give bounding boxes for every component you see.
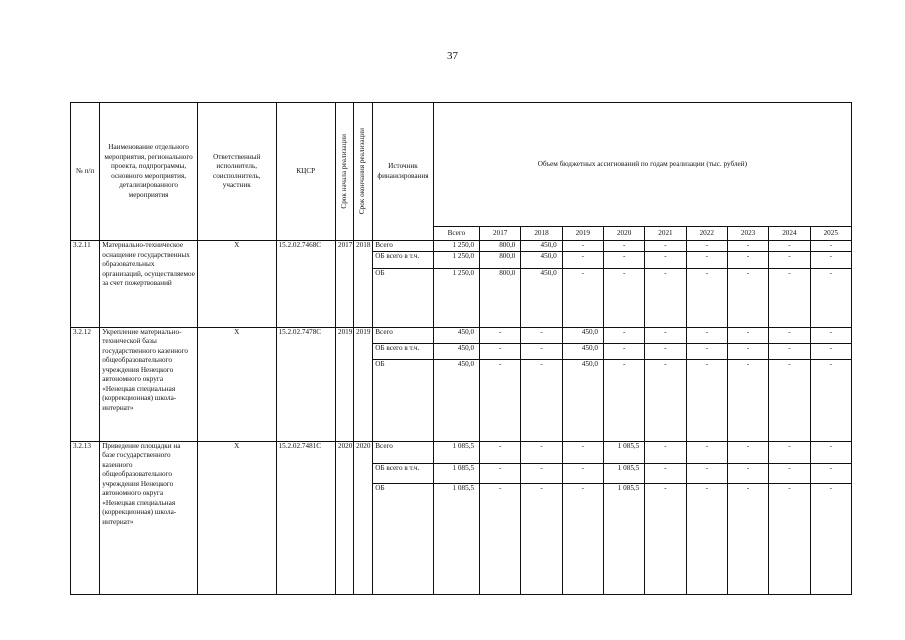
row-end: 2019 <box>354 327 373 441</box>
table-row <box>71 241 852 252</box>
row-value: - <box>562 441 603 463</box>
row-name: Укрепление материально-технической базы государственного казенного общеобразовательного учреждения Ненецкого автономного округа «Ненецкая специальная (коррекционная) школа-интернат» <box>100 327 198 441</box>
year-header: 2022 <box>686 227 727 241</box>
row-value: 450,0 <box>433 343 479 359</box>
row-value: - <box>769 327 810 343</box>
row-value: - <box>769 359 810 441</box>
row-value: - <box>521 359 562 441</box>
year-header: 2023 <box>727 227 768 241</box>
row-value: - <box>645 327 686 343</box>
row-value: 1 250,0 <box>433 251 479 268</box>
row-value: - <box>521 463 562 483</box>
row-value: 800,0 <box>480 268 521 327</box>
row-value: - <box>645 343 686 359</box>
year-header: 2018 <box>521 227 562 241</box>
row-value: - <box>645 359 686 441</box>
header-name: Наименование отдельного мероприятия, регионального проекта, подпрограммы, основного мероприятия, детализированного мероприятия <box>100 103 198 241</box>
row-value: - <box>686 268 727 327</box>
row-value: - <box>810 441 851 463</box>
row-executor: Х <box>197 327 276 441</box>
row-value: - <box>562 483 603 594</box>
row-value: - <box>521 327 562 343</box>
row-value: 800,0 <box>480 251 521 268</box>
row-value: - <box>810 241 851 252</box>
row-value: 450,0 <box>433 327 479 343</box>
row-value: - <box>769 251 810 268</box>
header-num: № п/п <box>71 103 100 241</box>
row-name: Приведение площадки на базе государственного казенного общеобразовательного учреждения Ненецкого автономного округа «Ненецкая специальная (коррекционная) школа-интернат» <box>100 441 198 594</box>
row-value: - <box>480 483 521 594</box>
row-value: - <box>727 441 768 463</box>
row-value: 1 250,0 <box>433 241 479 252</box>
row-value: - <box>603 251 644 268</box>
row-value: - <box>769 343 810 359</box>
row-value: - <box>645 241 686 252</box>
row-value: - <box>480 327 521 343</box>
page-number: 37 <box>447 50 458 62</box>
row-value: 450,0 <box>433 359 479 441</box>
row-value: - <box>562 268 603 327</box>
row-value: - <box>603 327 644 343</box>
row-kcsr: 15.2.02.7468С <box>276 241 335 328</box>
year-header: 2020 <box>603 227 644 241</box>
row-value: - <box>769 268 810 327</box>
row-value: - <box>810 483 851 594</box>
row-value: - <box>603 268 644 327</box>
row-value: 450,0 <box>521 268 562 327</box>
row-value: - <box>686 483 727 594</box>
row-value: 1 085,5 <box>433 483 479 594</box>
row-end: 2020 <box>354 441 373 594</box>
row-value: - <box>645 251 686 268</box>
table-row <box>71 327 852 343</box>
row-value: 1 085,5 <box>603 463 644 483</box>
year-header: 2019 <box>562 227 603 241</box>
header-executor: Ответственный исполнитель, соисполнитель, участник <box>197 103 276 241</box>
row-value: - <box>810 463 851 483</box>
row-value: - <box>727 268 768 327</box>
year-header: 2017 <box>480 227 521 241</box>
row-value: 800,0 <box>480 241 521 252</box>
row-value: - <box>727 359 768 441</box>
year-header: 2024 <box>769 227 810 241</box>
header-volume: Объем бюджетных ассигнований по годам реализации (тыс. рублей) <box>433 103 851 227</box>
row-value: - <box>727 327 768 343</box>
row-value: - <box>603 241 644 252</box>
row-start: 2020 <box>335 441 353 594</box>
row-value: - <box>603 343 644 359</box>
year-header: 2021 <box>645 227 686 241</box>
row-end: 2018 <box>354 241 373 328</box>
row-number: 3.2.11 <box>71 241 100 328</box>
budget-table <box>70 102 852 595</box>
row-value: 450,0 <box>521 251 562 268</box>
row-value: - <box>562 251 603 268</box>
table-body <box>71 241 852 595</box>
row-value: - <box>480 441 521 463</box>
row-value: - <box>645 483 686 594</box>
row-value: - <box>480 359 521 441</box>
row-value: 1 085,5 <box>433 441 479 463</box>
row-value: - <box>521 441 562 463</box>
row-value: - <box>810 343 851 359</box>
row-value: - <box>810 359 851 441</box>
row-number: 3.2.13 <box>71 441 100 594</box>
row-executor: Х <box>197 441 276 594</box>
row-source: ОБ <box>373 268 433 327</box>
year-header: 2025 <box>810 227 851 241</box>
row-source: ОБ всего в т.ч. <box>373 343 433 359</box>
row-value: 1 250,0 <box>433 268 479 327</box>
row-value: 450,0 <box>562 359 603 441</box>
row-value: - <box>769 463 810 483</box>
row-value: - <box>521 343 562 359</box>
row-value: - <box>645 268 686 327</box>
row-source: ОБ всего в т.ч. <box>373 463 433 483</box>
header-kcsr: КЦСР <box>276 103 335 241</box>
row-value: - <box>686 441 727 463</box>
row-value: - <box>603 359 644 441</box>
row-value: - <box>769 483 810 594</box>
row-value: - <box>521 483 562 594</box>
header-start-label: Срок начала реализации <box>339 134 348 209</box>
row-value: - <box>562 463 603 483</box>
table-row <box>71 441 852 463</box>
header-end-label: Срок окончания реализации <box>358 128 367 215</box>
row-value: - <box>686 463 727 483</box>
row-value: - <box>480 343 521 359</box>
row-value: - <box>727 483 768 594</box>
row-value: - <box>562 241 603 252</box>
row-value: 1 085,5 <box>603 441 644 463</box>
row-value: - <box>686 251 727 268</box>
header-end <box>354 103 373 241</box>
row-number: 3.2.12 <box>71 327 100 441</box>
row-start: 2017 <box>335 241 353 328</box>
row-value: - <box>645 463 686 483</box>
row-value: 450,0 <box>562 343 603 359</box>
row-value: - <box>727 463 768 483</box>
row-source: ОБ <box>373 359 433 441</box>
row-value: 450,0 <box>562 327 603 343</box>
row-value: - <box>480 463 521 483</box>
row-value: - <box>686 343 727 359</box>
row-kcsr: 15.2.02.7481С <box>276 441 335 594</box>
row-start: 2019 <box>335 327 353 441</box>
row-value: - <box>686 241 727 252</box>
row-source: ОБ всего в т.ч. <box>373 251 433 268</box>
row-source: Всего <box>373 327 433 343</box>
row-value: 1 085,5 <box>433 463 479 483</box>
row-source: Всего <box>373 241 433 252</box>
row-value: - <box>810 268 851 327</box>
row-value: - <box>727 251 768 268</box>
row-source: Всего <box>373 441 433 463</box>
row-value: - <box>769 241 810 252</box>
row-executor: Х <box>197 241 276 328</box>
row-value: - <box>686 327 727 343</box>
row-value: - <box>645 441 686 463</box>
row-name: Материально-техническое оснащение государственных образовательных организаций, осуществляемое за счет пожертвований <box>100 241 198 328</box>
row-value: - <box>810 327 851 343</box>
header-source: Источник финансирования <box>373 103 433 241</box>
row-value: - <box>810 251 851 268</box>
row-value: - <box>727 343 768 359</box>
row-value: 1 085,5 <box>603 483 644 594</box>
row-value: 450,0 <box>521 241 562 252</box>
header-start <box>335 103 353 241</box>
row-source: ОБ <box>373 483 433 594</box>
row-kcsr: 15.2.02.7478С <box>276 327 335 441</box>
year-header: Всего <box>433 227 479 241</box>
row-value: - <box>727 241 768 252</box>
row-value: - <box>686 359 727 441</box>
row-value: - <box>769 441 810 463</box>
